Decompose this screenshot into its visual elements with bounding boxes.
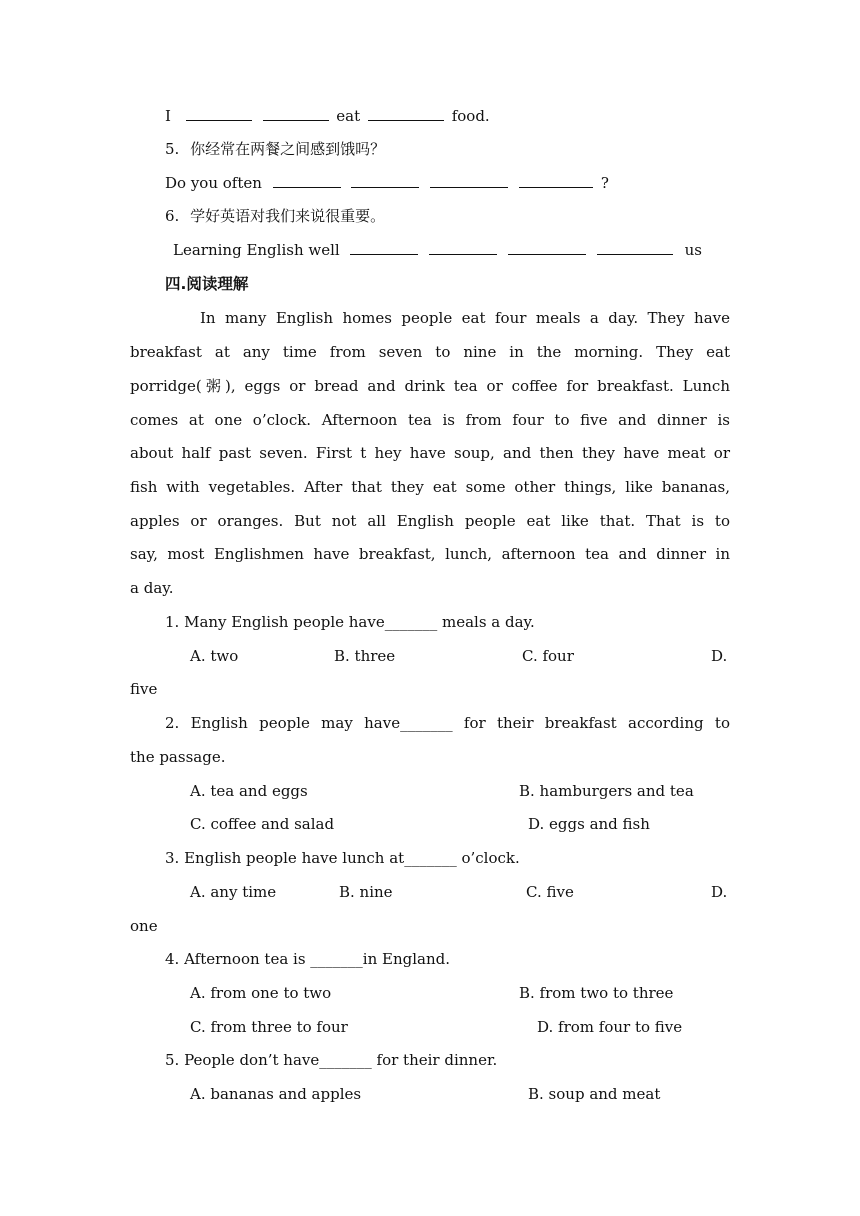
q1-option-d[interactable]: D. [711,647,728,665]
q5-english [165,172,609,194]
answer-blank [351,173,419,188]
q5-chinese: 你经常在两餐之间感到饿吗？ [190,140,386,158]
answer-blank [597,240,673,255]
q2-option-c[interactable]: C. coffee and salad [190,815,335,833]
q3-option-c[interactable]: C. five [526,883,574,901]
answer-blank [508,240,586,255]
passage-line: porridge(粥), eggs or bread and drink tea or coffee for breakfast. Lunch [130,377,730,395]
line4-end: food. [451,107,490,125]
q3-option-b[interactable]: B. nine [339,883,393,901]
question-2-stem-wrap: the passage. [130,748,226,766]
q5-option-b[interactable]: B. soup and meat [528,1085,661,1103]
q4-option-c[interactable]: C. from three to four [190,1018,348,1036]
q6-number: 6. [165,207,180,225]
question-5-stem: 5. People don’t have_______ for their dinner. [165,1051,498,1069]
passage-line: apples or oranges. But not all English people eat like that. That is to [130,512,730,530]
answer-blank [430,173,508,188]
answer-blank [519,173,593,188]
q5-number: 5. [165,140,180,158]
passage-line: comes at one o’clock. Afternoon tea is from four to five and dinner is [130,411,730,429]
q5-english-start: Do you often [165,174,262,192]
q2-option-b[interactable]: B. hamburgers and tea [519,782,694,800]
passage-line: breakfast at any time from seven to nine in the morning. They eat [130,343,730,361]
answer-blank [273,173,341,188]
section-heading: 四.阅读理解 [165,275,249,293]
answer-blank [429,240,497,255]
q6-prompt [165,205,385,227]
q5-english-end: ? [600,174,609,192]
answer-blank [263,106,329,121]
q1-option-d-wrap: five [130,680,158,698]
question-3-stem: 3. English people have lunch at_______ o’clock. [165,849,520,867]
q4-option-b[interactable]: B. from two to three [519,984,674,1002]
line4-start: I [165,107,171,125]
q1-option-b[interactable]: B. three [334,647,396,665]
q6-english-end: us [684,241,702,259]
q2-option-d[interactable]: D. eggs and fish [528,815,650,833]
q4-option-a[interactable]: A. from one to two [190,984,332,1002]
q3-option-a[interactable]: A. any time [190,883,277,901]
q1-option-a[interactable]: A. two [190,647,239,665]
question-1-stem: 1. Many English people have_______ meals a day. [165,613,535,631]
q6-chinese: 学好英语对我们来说很重要。 [190,207,386,225]
q5-option-a[interactable]: A. bananas and apples [190,1085,362,1103]
q6-english-start: Learning English well [173,241,340,259]
passage-line: a day. [130,579,174,597]
answer-blank [350,240,418,255]
q2-option-a[interactable]: A. tea and eggs [190,782,308,800]
q6-english [173,239,702,261]
q5-prompt [165,138,385,160]
question-2-stem: 2. English people may have_______ for their breakfast according to [165,714,730,732]
line4-mid: eat [336,107,361,125]
passage-line: fish with vegetables. After that they eat some other things, like bananas, [130,478,730,496]
answer-blank [186,106,252,121]
answer-blank [368,106,444,121]
question-4-stem: 4. Afternoon tea is _______in England. [165,950,451,968]
fill-in-line-4 [165,105,490,127]
passage-line: In many English homes people eat four meals a day. They have [200,309,730,327]
q4-option-d[interactable]: D. from four to five [537,1018,683,1036]
q1-option-c[interactable]: C. four [522,647,574,665]
passage-line: say, most Englishmen have breakfast, lunch, afternoon tea and dinner in [130,545,730,563]
q3-option-d[interactable]: D. [711,883,728,901]
passage-line: about half past seven. First t hey have soup, and then they have meat or [130,444,730,462]
q3-option-d-wrap: one [130,917,158,935]
